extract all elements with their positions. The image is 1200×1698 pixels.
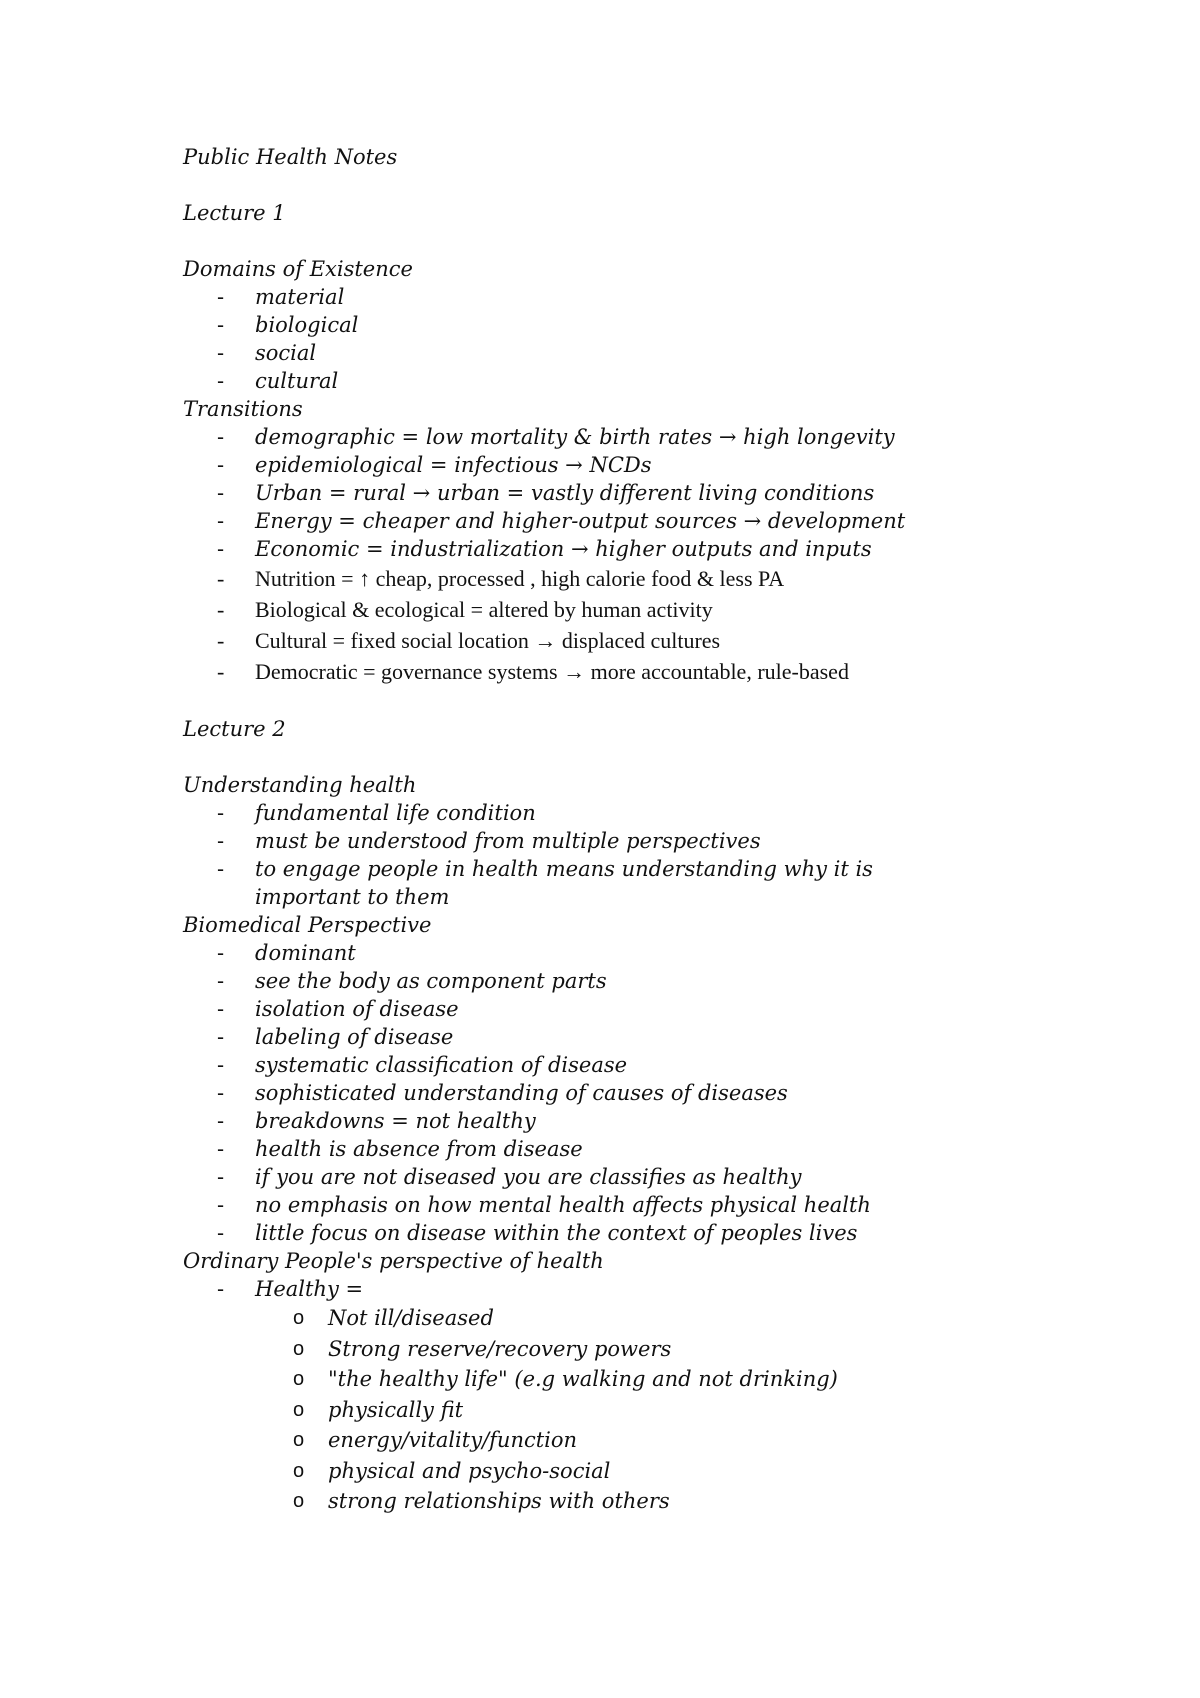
transitions-list	[183, 423, 1043, 687]
document-page	[183, 143, 1043, 1517]
domains-list	[183, 283, 1043, 395]
list-item: - little focus on disease within the context of peoples lives	[183, 1219, 1043, 1247]
healthy-sublist	[183, 1303, 1043, 1517]
ordinary-perspective-list	[183, 1275, 1043, 1303]
ordinary-perspective-heading: Ordinary People's perspective of health	[183, 1249, 604, 1273]
list-item: - demographic = low mortality & birth rates → high longevity	[183, 423, 1043, 451]
spacer	[183, 743, 1043, 771]
sub-list-item: o Not ill/diseased	[183, 1303, 1043, 1334]
transitions-heading: Transitions	[183, 397, 303, 421]
list-item: - epidemiological = infectious → NCDs	[183, 451, 1043, 479]
sub-list-item: o physical and psycho-social	[183, 1456, 1043, 1487]
list-item: - Biological & ecological = altered by human activity	[183, 594, 1043, 625]
list-item: - Nutrition = ↑ cheap, processed , high calorie food & less PA	[183, 563, 1043, 594]
list-item: - cultural	[183, 367, 1043, 395]
sub-list-item: o energy/vitality/function	[183, 1425, 1043, 1456]
spacer	[183, 171, 1043, 199]
list-item: - health is absence from disease	[183, 1135, 1043, 1163]
understanding-health-list	[183, 799, 1043, 911]
list-item: - dominant	[183, 939, 1043, 967]
list-item: - social	[183, 339, 1043, 367]
list-item: - sophisticated understanding of causes of diseases	[183, 1079, 1043, 1107]
list-item: - fundamental life condition	[183, 799, 1043, 827]
list-item: - isolation of disease	[183, 995, 1043, 1023]
sub-list-item: o Strong reserve/recovery powers	[183, 1334, 1043, 1365]
list-item: - no emphasis on how mental health affects physical health	[183, 1191, 1043, 1219]
list-item: - breakdowns = not healthy	[183, 1107, 1043, 1135]
list-item: - systematic classification of disease	[183, 1051, 1043, 1079]
lecture-1-label: Lecture 1	[183, 201, 286, 225]
list-item: - labeling of disease	[183, 1023, 1043, 1051]
document-title: Public Health Notes	[183, 145, 398, 169]
list-item: - to engage people in health means understanding why it is important to them	[183, 855, 975, 911]
list-item: - material	[183, 283, 1043, 311]
spacer	[183, 227, 1043, 255]
list-item-healthy	[183, 1275, 1043, 1303]
list-item: - Urban = rural → urban = vastly different living conditions	[183, 479, 1043, 507]
list-item: - see the body as component parts	[183, 967, 1043, 995]
list-item: - biological	[183, 311, 1043, 339]
list-item: - Economic = industrialization → higher outputs and inputs	[183, 535, 1043, 563]
list-item: - Democratic = governance systems → more accountable, rule-based	[183, 656, 1043, 687]
biomedical-list	[183, 939, 1043, 1247]
sub-list-item: o "the healthy life" (e.g walking and not drinking)	[183, 1364, 1043, 1395]
understanding-health-heading: Understanding health	[183, 773, 417, 797]
domains-heading: Domains of Existence	[183, 257, 413, 281]
list-item: - Energy = cheaper and higher-output sources → development	[183, 507, 1043, 535]
list-item: - must be understood from multiple perspectives	[183, 827, 1043, 855]
spacer	[183, 687, 1043, 715]
list-item: - if you are not diseased you are classifies as healthy	[183, 1163, 1043, 1191]
lecture-2-label: Lecture 2	[183, 717, 286, 741]
list-item: - Cultural = fixed social location → displaced cultures	[183, 625, 1043, 656]
healthy-label: Healthy =	[255, 1277, 364, 1301]
sub-list-item: o strong relationships with others	[183, 1486, 1043, 1517]
sub-list-item: o physically fit	[183, 1395, 1043, 1426]
biomedical-heading: Biomedical Perspective	[183, 913, 432, 937]
